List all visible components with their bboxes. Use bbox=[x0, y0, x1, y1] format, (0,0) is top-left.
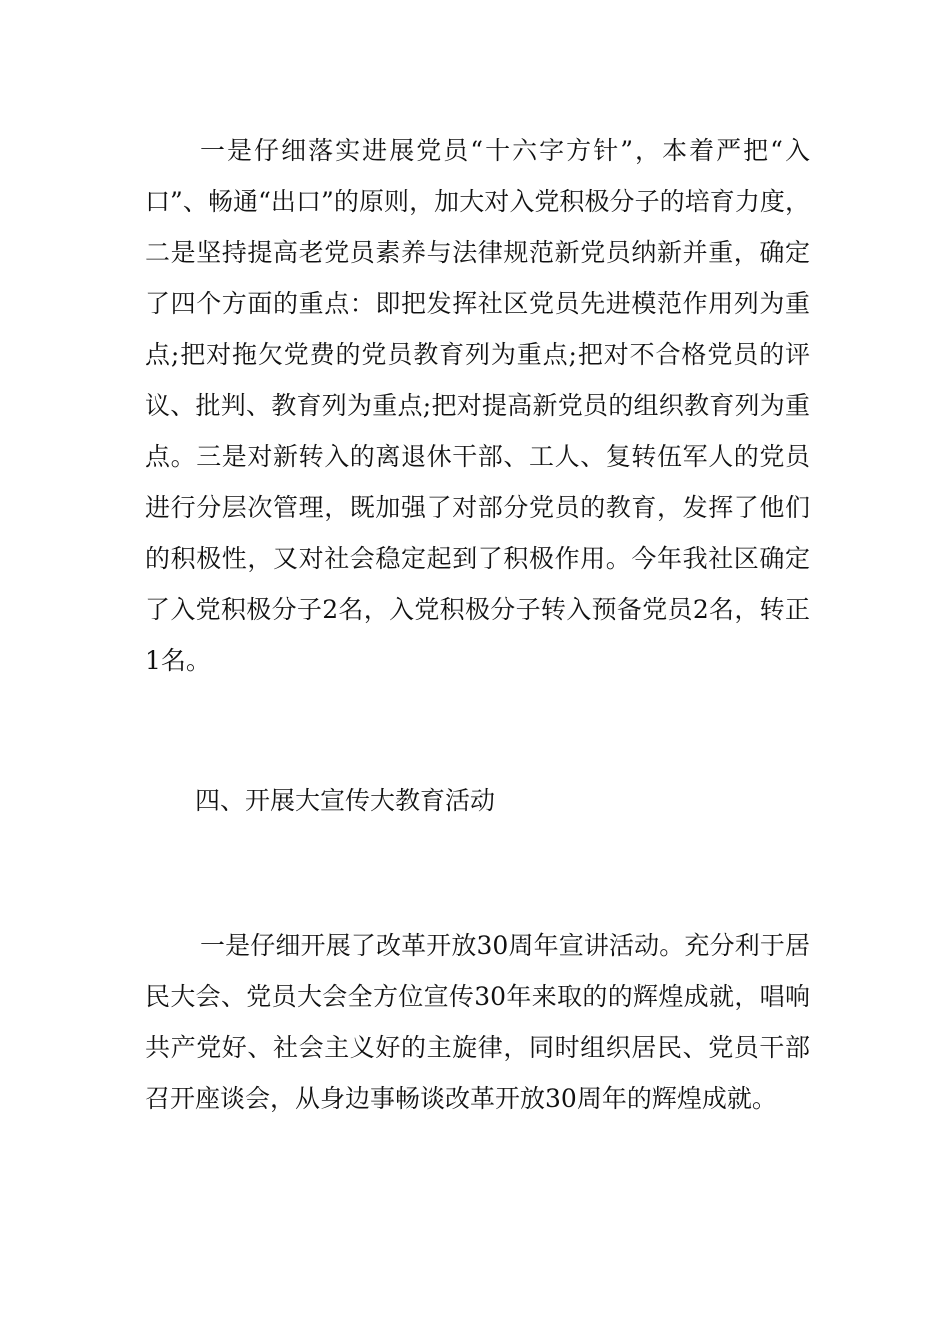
section-heading: 四、开展大宣传大教育活动 bbox=[195, 786, 496, 815]
body-paragraph: 一是仔细落实进展党员“十六字方针”，本着严把“入口”、畅通“出口”的原则，加大对入党积极分子的培育力度，二是坚持提高老党员素养与法律规范新党员纳新并重，确定了四个方面的重点：即把发挥社区党员先进模范作用列为重点;把对拖欠党费的党员教育列为重点;把对不合格党员的评议、批判、教育列为重点;把对提高新党员的组织教育列为重点。三是对新转入的离退休干部、工人、复转伍军人的党员进行分层次管理，既加强了对部分党员的教育，发挥了他们的积极性，又对社会稳定起到了积极作用。今年我社区确定了入党积极分子2名，入党积极分子转入预备党员2名，转正1名。 bbox=[145, 136, 810, 675]
body-paragraph: 一是仔细开展了改革开放30周年宣讲活动。充分利于居民大会、党员大会全方位宣传30年来取的的辉煌成就，唱响共产党好、社会主义好的主旋律，同时组织居民、党员干部召开座谈会，从身边事畅谈改革开放30周年的辉煌成就。 bbox=[145, 931, 810, 1113]
